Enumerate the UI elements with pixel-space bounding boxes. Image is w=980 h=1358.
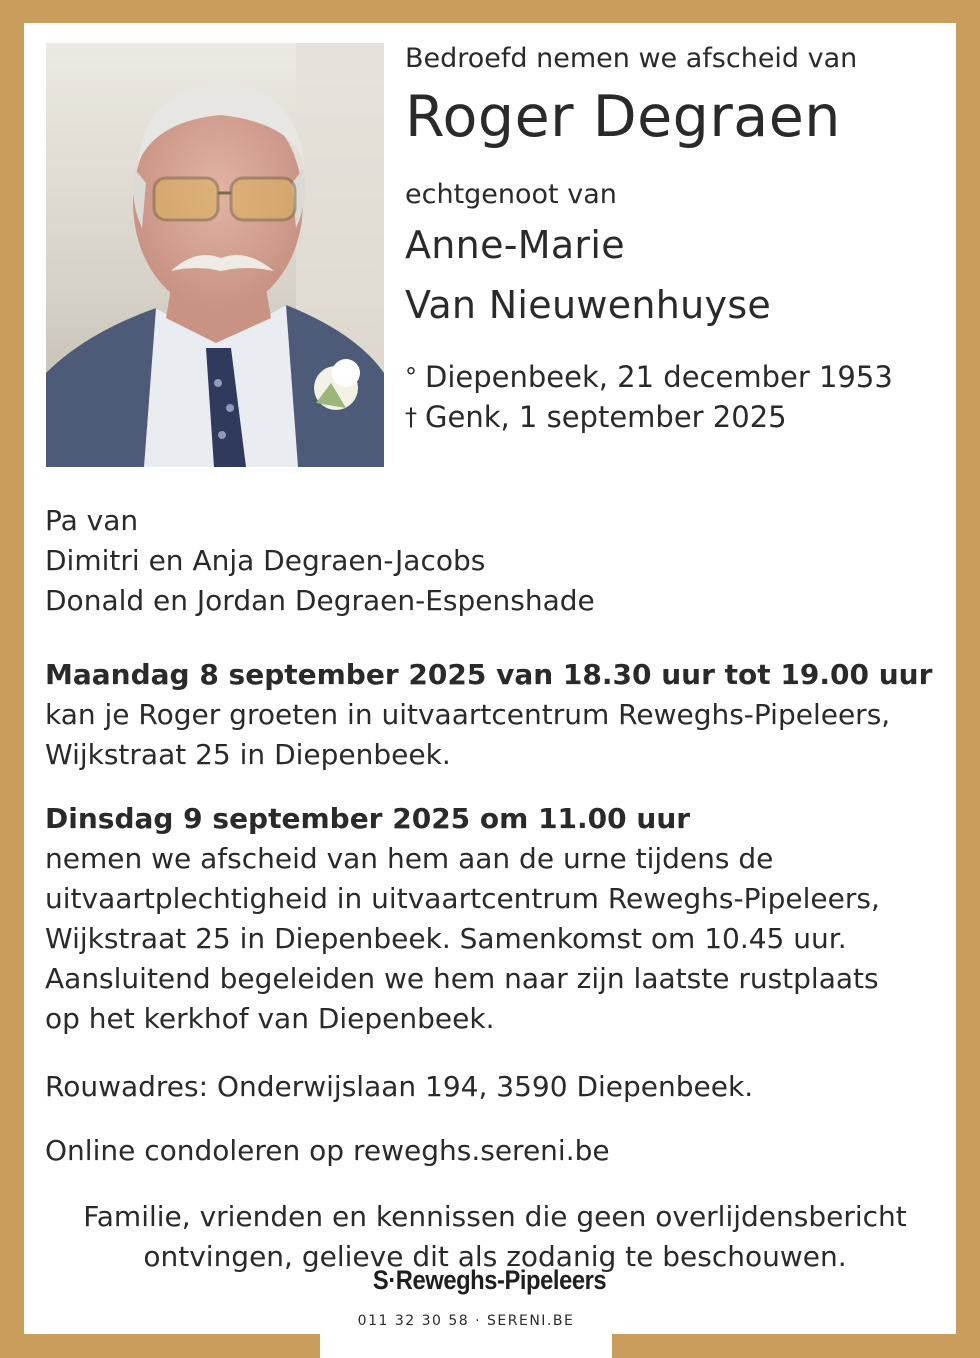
footer [0,1265,980,1296]
deceased-name: Roger Degraen [405,84,841,150]
spouse-intro: echtgenoot van [405,179,617,210]
ceremony-line-3: Wijkstraat 25 in Diepenbeek. Samenkomst om 10.45 uur. [45,922,847,955]
portrait-illustration [46,43,384,467]
visitation-line-2: Wijkstraat 25 in Diepenbeek. [45,738,451,771]
mourning-address: Rouwadres: Onderwijslaan 194, 3590 Diepenbeek. [45,1070,754,1103]
spouse-last-name: Van Nieuwenhuyse [405,283,772,327]
child-1: Dimitri en Anja Degraen-Jacobs [45,544,486,577]
death-symbol: † [405,403,417,431]
family-intro: Pa van [45,504,139,537]
intro-text: Bedroefd nemen we afscheid van [405,43,858,74]
funeral-home-logo: S·Reweghs-Pipeleers [373,1265,607,1295]
announcement-body [45,501,945,1277]
ceremony-when: Dinsdag 9 september 2025 om 11.00 uur [45,802,691,835]
portrait-photo [46,43,384,467]
contact-info: 011 32 30 58 · SERENI.BE [320,1306,612,1358]
header [405,39,945,437]
birth-line [405,357,945,397]
spouse-first-name: Anne-Marie [405,223,625,267]
online-condolence: Online condoleren op reweghs.sereni.be [45,1134,610,1167]
birth-symbol: ° [405,363,417,391]
ceremony-line-2: uitvaartplechtigheid in uitvaartcentrum Reweghs-Pipeleers, [45,882,880,915]
ceremony-line-1: nemen we afscheid van hem aan de urne tijdens de [45,842,774,875]
closing-line-1: Familie, vrienden en kennissen die geen overlijdensbericht [83,1200,907,1233]
visitation-line-1: kan je Roger groeten in uitvaartcentrum Reweghs-Pipeleers, [45,698,891,731]
death-date: Genk, 1 september 2025 [425,400,787,434]
obituary-card [24,23,956,1334]
closing-line-2: ontvingen, gelieve dit als zodanig te beschouwen. [143,1240,847,1273]
birth-date: Diepenbeek, 21 december 1953 [425,360,893,394]
ceremony-line-4: Aansluitend begeleiden we hem naar zijn laatste rustplaats [45,962,879,995]
visitation-when: Maandag 8 september 2025 van 18.30 uur tot 19.00 uur [45,658,933,691]
ceremony-line-5: op het kerkhof van Diepenbeek. [45,1002,495,1035]
child-2: Donald en Jordan Degraen-Espenshade [45,584,595,617]
death-line [405,397,945,437]
life-dates [405,357,945,437]
